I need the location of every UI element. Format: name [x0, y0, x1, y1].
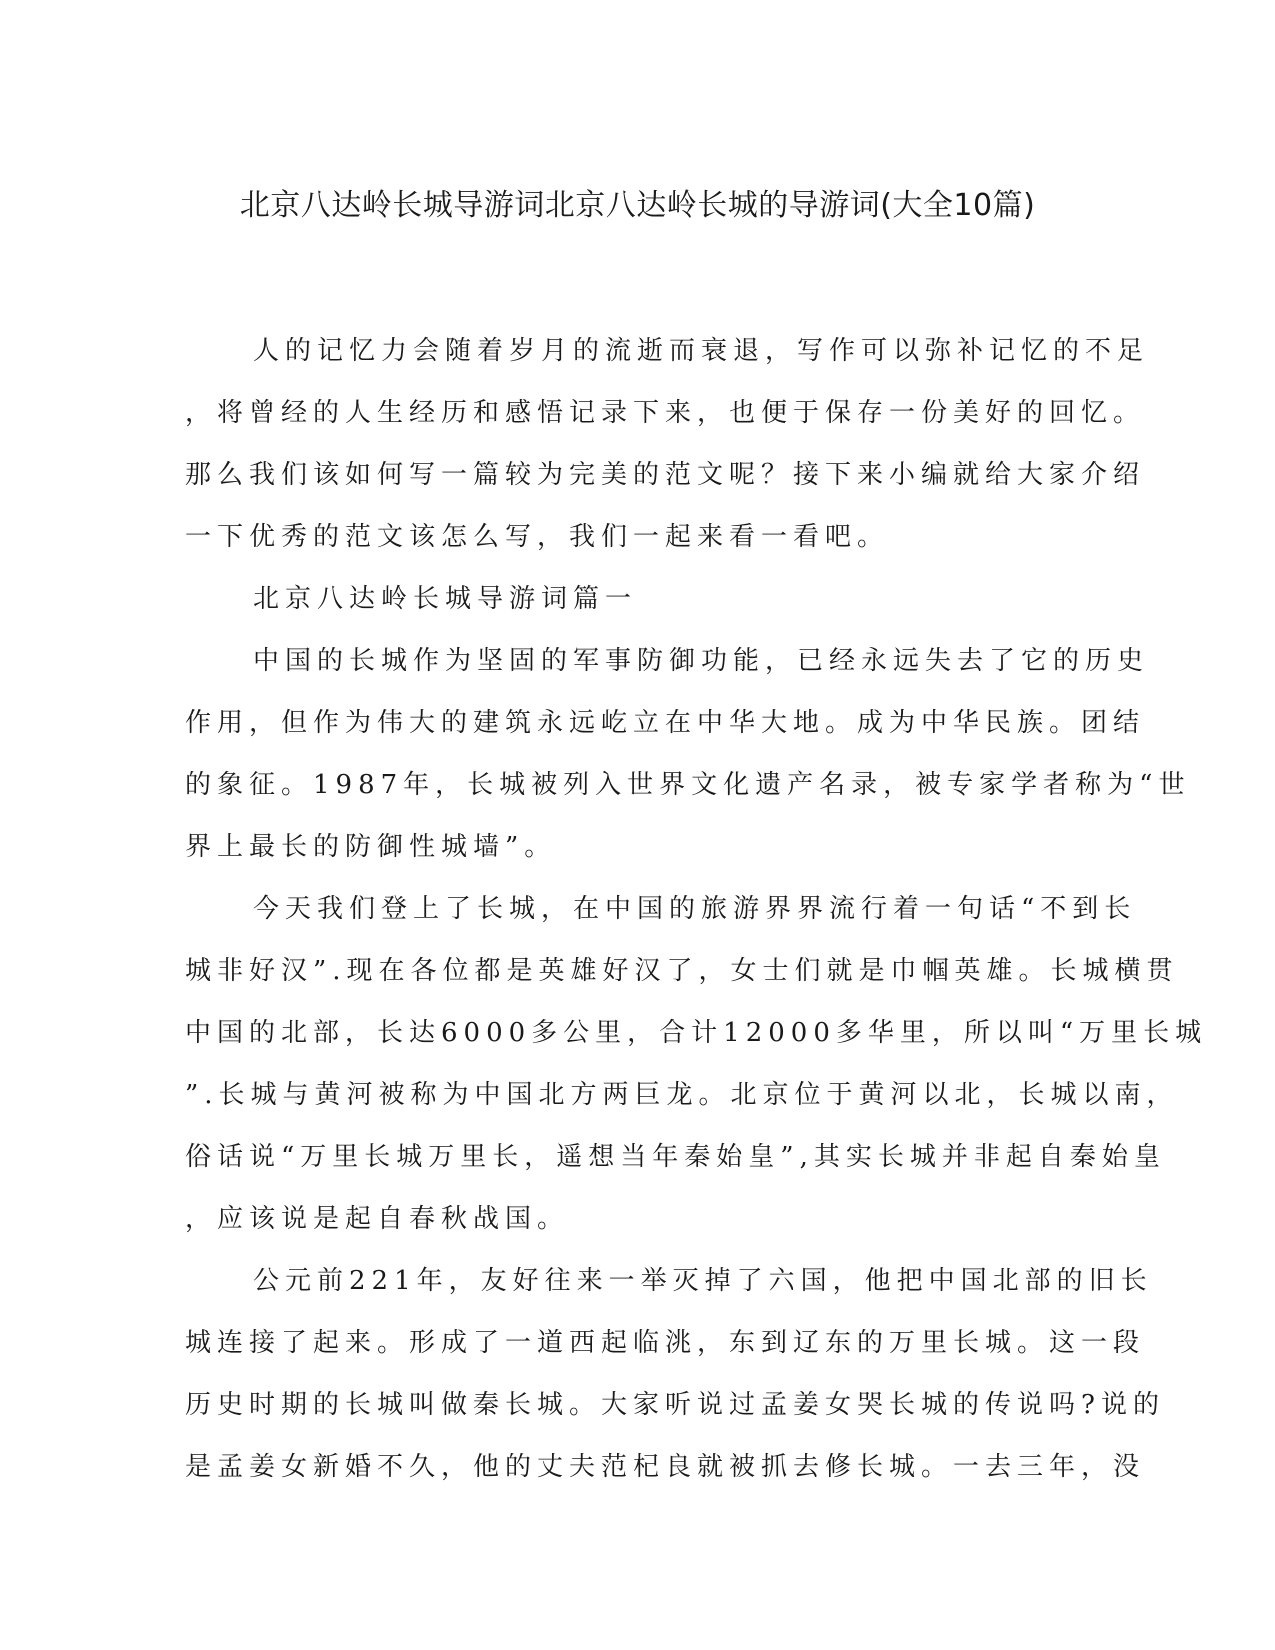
- text-line: 历史时期的长城叫做秦长城。大家听说过孟姜女哭长城的传说吗?说的: [185, 1390, 1165, 1420]
- paragraph-history: [185, 630, 1191, 878]
- text-line: 城非好汉”.现在各位都是英雄好汉了，女士们就是巾帼英雄。长城横贯: [185, 956, 1179, 986]
- text-line: 北京八达岭长城导游词篇一: [253, 584, 638, 614]
- text-line: 人的记忆力会随着岁月的流逝而衰退，写作可以弥补记忆的不足: [253, 336, 1150, 366]
- paragraph-today: [185, 878, 1208, 1250]
- text-line: ，应该说是起自春秋战国。: [185, 1204, 570, 1234]
- text-line: 那么我们该如何写一篇较为完美的范文呢？接下来小编就给大家介绍: [185, 460, 1146, 490]
- text-line: 一下优秀的范文该怎么写，我们一起来看一看吧。: [185, 522, 890, 552]
- text-line: 界上最长的防御性城墙”。: [185, 832, 557, 862]
- paragraph-intro: [185, 320, 1150, 568]
- text-line: 是孟姜女新婚不久，他的丈夫范杞良就被抓去修长城。一去三年，没: [185, 1452, 1146, 1482]
- document-title: 北京八达岭长城导游词北京八达岭长城的导游词(大全10篇): [239, 188, 1036, 223]
- text-line: ”.长城与黄河被称为中国北方两巨龙。北京位于黄河以北，长城以南，: [185, 1080, 1179, 1110]
- document-body: [185, 320, 1208, 1498]
- text-line: 今天我们登上了长城，在中国的旅游界界流行着一句话“不到长: [253, 894, 1137, 924]
- section-heading: [185, 568, 1095, 630]
- text-line: 中国的长城作为坚固的军事防御功能，已经永远失去了它的历史: [253, 646, 1150, 676]
- text-line: 作用，但作为伟大的建筑永远屹立在中华大地。成为中华民族。团结: [185, 708, 1146, 738]
- text-line: ，将曾经的人生经历和感悟记录下来，也便于保存一份美好的回忆。: [185, 398, 1146, 428]
- text-line: 公元前221年，友好往来一举灭掉了六国，他把中国北部的旧长: [253, 1266, 1153, 1296]
- text-line: 俗话说“万里长城万里长，遥想当年秦始皇”,其实长城并非起自秦始皇: [185, 1142, 1166, 1172]
- paragraph-qin: [185, 1250, 1165, 1498]
- text-line: 城连接了起来。形成了一道西起临洮，东到辽东的万里长城。这一段: [185, 1328, 1146, 1358]
- text-line: 的象征。1987年，长城被列入世界文化遗产名录，被专家学者称为“世: [185, 770, 1191, 800]
- text-line: 中国的北部，长达6000多公里，合计12000多华里，所以叫“万里长城: [185, 1018, 1208, 1048]
